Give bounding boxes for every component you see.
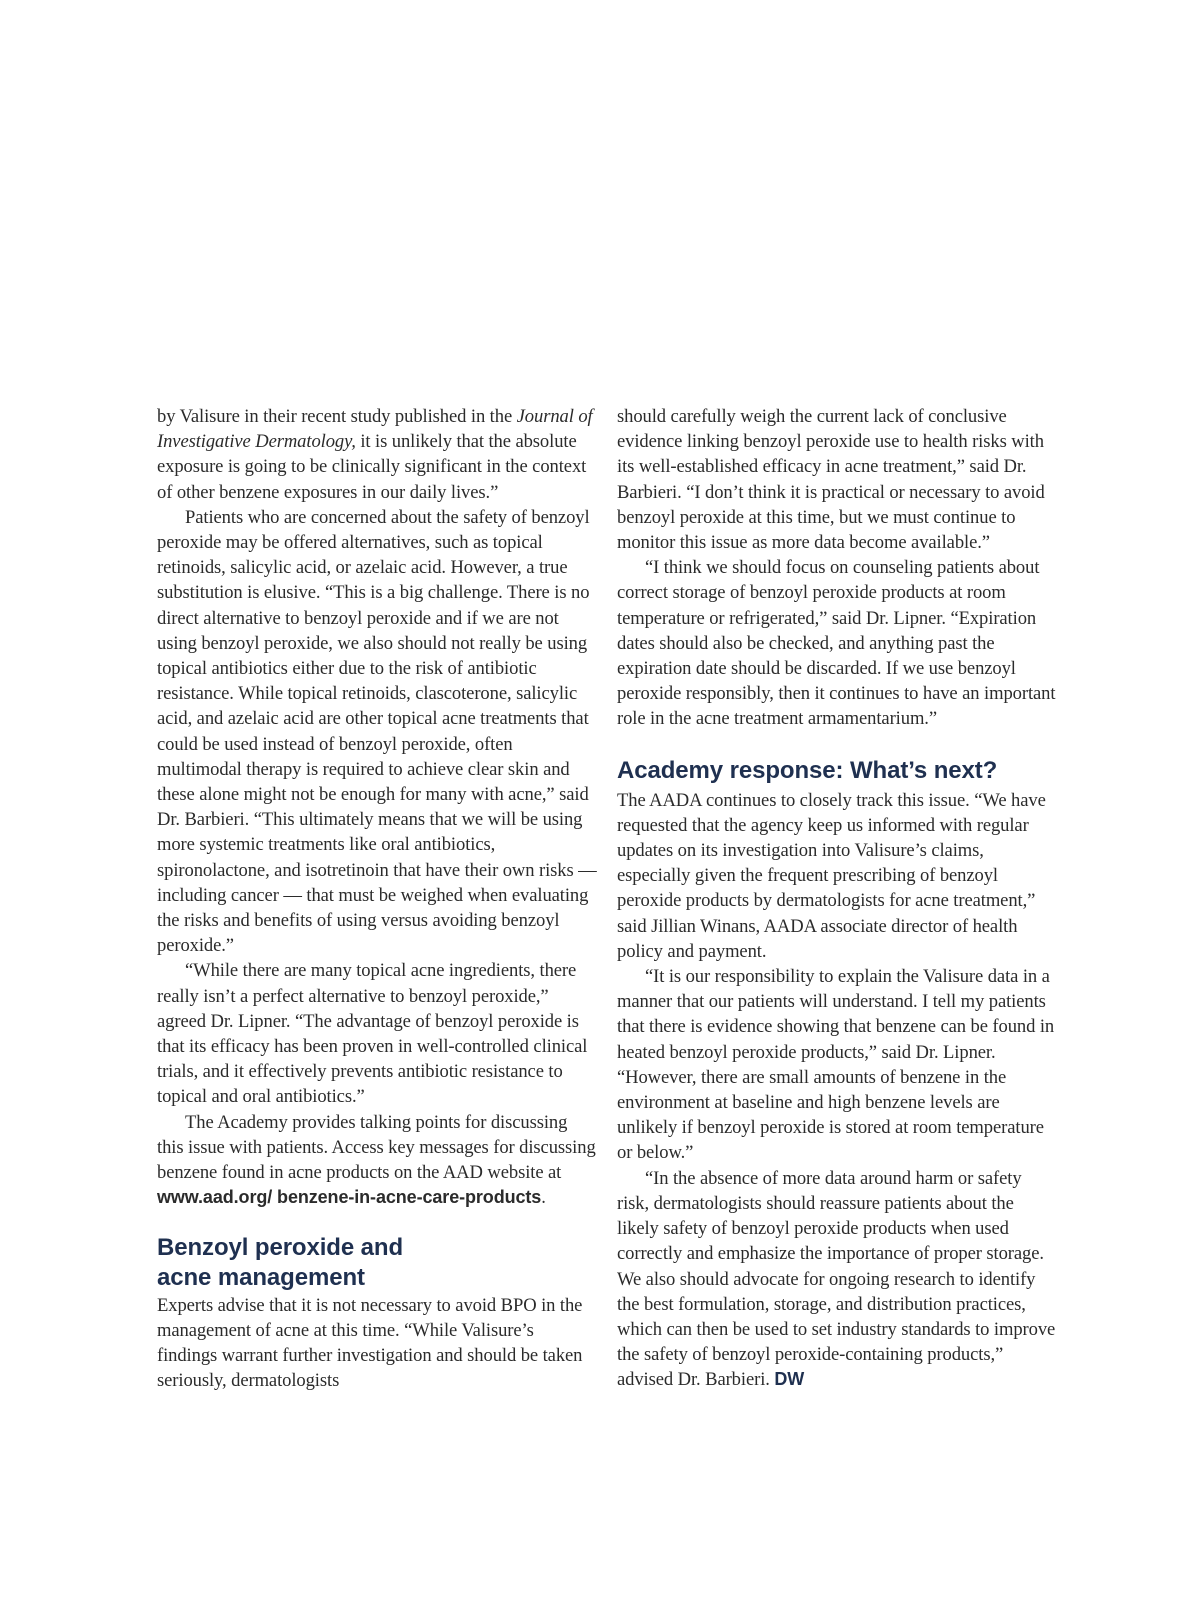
left-p1-text-start: by Valisure in their recent study published in the xyxy=(157,406,517,427)
section-heading-academy-response: Academy response: What’s next? xyxy=(617,756,998,784)
left-paragraph-1 xyxy=(157,404,597,505)
aad-website-link[interactable]: www.aad.org/ benzene-in-acne-care-products xyxy=(157,1187,542,1208)
left-paragraph-5: Experts advise that it is not necessary to avoid BPO in the management of acne at this time. “While Valisure’s findings warrant further investigation and should be taken seriously, dermatologists xyxy=(157,1294,583,1392)
right-column xyxy=(617,404,1057,1393)
left-p4-period: . xyxy=(541,1187,546,1209)
left-p4-text: The Academy provides talking points for discussing this issue with patients. Access key messages for discussing benzene found in acne products on the AAD website at xyxy=(157,1111,596,1184)
left-p1-text-end: it is unlikely that the absolute exposure is going to be clinically significant in the context of other benzene exposures in our daily lives.” xyxy=(157,431,587,503)
right-paragraph-2: “I think we should focus on counseling patients about correct storage of benzoyl peroxide products at room temperature or refrigerated,” said Dr. Lipner. “Expiration dates should also be checked, and anything past the expiration date should be discarded. If we use benzoyl peroxide responsibly, then it continues to have an important role in the acne treatment armamentarium.” xyxy=(617,557,1056,730)
right-paragraph-5 xyxy=(617,1166,1057,1393)
left-paragraph-4 xyxy=(157,1110,597,1211)
left-paragraph-2: Patients who are concerned about the safety of benzoyl peroxide may be offered alternatives, such as topical retinoids, salicylic acid, or azelaic acid. However, a true substitution is elusive. “This is a big challenge. There is no direct alternative to benzoyl peroxide and if we are not using benzoyl peroxide, we also should not really be using topical antibiotics either due to the risk of antibiotic resistance. While topical retinoids, clascoterone, salicylic acid, and azelaic acid are other topical acne treatments that could be used instead of benzoyl peroxide, often multimodal therapy is required to achieve clear skin and these alone might not be enough for many with acne,” said Dr. Barbieri. “This ultimately means that we will be using more systemic treatments like oral antibiotics, spironolactone, and isotretinoin that have their own risks — including cancer — that must be weighed when evaluating the risks and benefits of using versus avoiding benzoyl peroxide.” xyxy=(157,506,597,957)
right-paragraph-3: The AADA continues to closely track this issue. “We have requested that the agency keep us informed with regular updates on its investigation into Valisure’s claims, especially given the frequent prescribing of benzoyl peroxide products by dermatologists for acne treatment,” said Jillian Winans, AADA associate director of health policy and payment. xyxy=(617,789,1046,962)
right-paragraph-1: should carefully weigh the current lack of conclusive evidence linking benzoyl peroxide use to health risks with its well-established efficacy in acne treatment,” said Dr. Barbieri. “I don’t think it is practical or necessary to avoid benzoyl peroxide at this time, but we must continue to monitor this issue as more data become available.” xyxy=(617,406,1045,554)
right-paragraph-4: “It is our responsibility to explain the Valisure data in a manner that our patients will understand. I tell my patients that there is evidence showing that benzene can be found in heated benzoyl peroxide products,” said Dr. Lipner. “However, there are small amounts of benzene in the environment at baseline and high benzene levels are unlikely if benzoyl peroxide is stored at room temperature or below.” xyxy=(617,966,1055,1164)
author-signature: DW xyxy=(774,1369,805,1390)
left-paragraph-3: “While there are many topical acne ingredients, there really isn’t a perfect alternative to benzoyl peroxide,” agreed Dr. Lipner. “The advantage of benzoyl peroxide is that its efficacy has been proven in well-controlled clinical trials, and it effectively prevents antibiotic resistance to topical and oral antibiotics.” xyxy=(157,960,588,1108)
right-p5-text: “In the absence of more data around harm or safety risk, dermatologists should reassure patients about the likely safety of benzoyl peroxide products when used correctly and emphasize the importance of proper storage. We also should advocate for ongoing research to identify the best formulation, storage, and distribution practices, which can then be used to set industry standards to improve the safety of benzoyl peroxide-containing products,” advised Dr. Barbieri. xyxy=(617,1167,1056,1391)
section-heading-bpo-acne: Benzoyl peroxide and acne management xyxy=(157,1233,404,1291)
left-column xyxy=(157,404,597,1393)
journal-title: Journal of Investigative Dermatology, xyxy=(157,406,593,453)
